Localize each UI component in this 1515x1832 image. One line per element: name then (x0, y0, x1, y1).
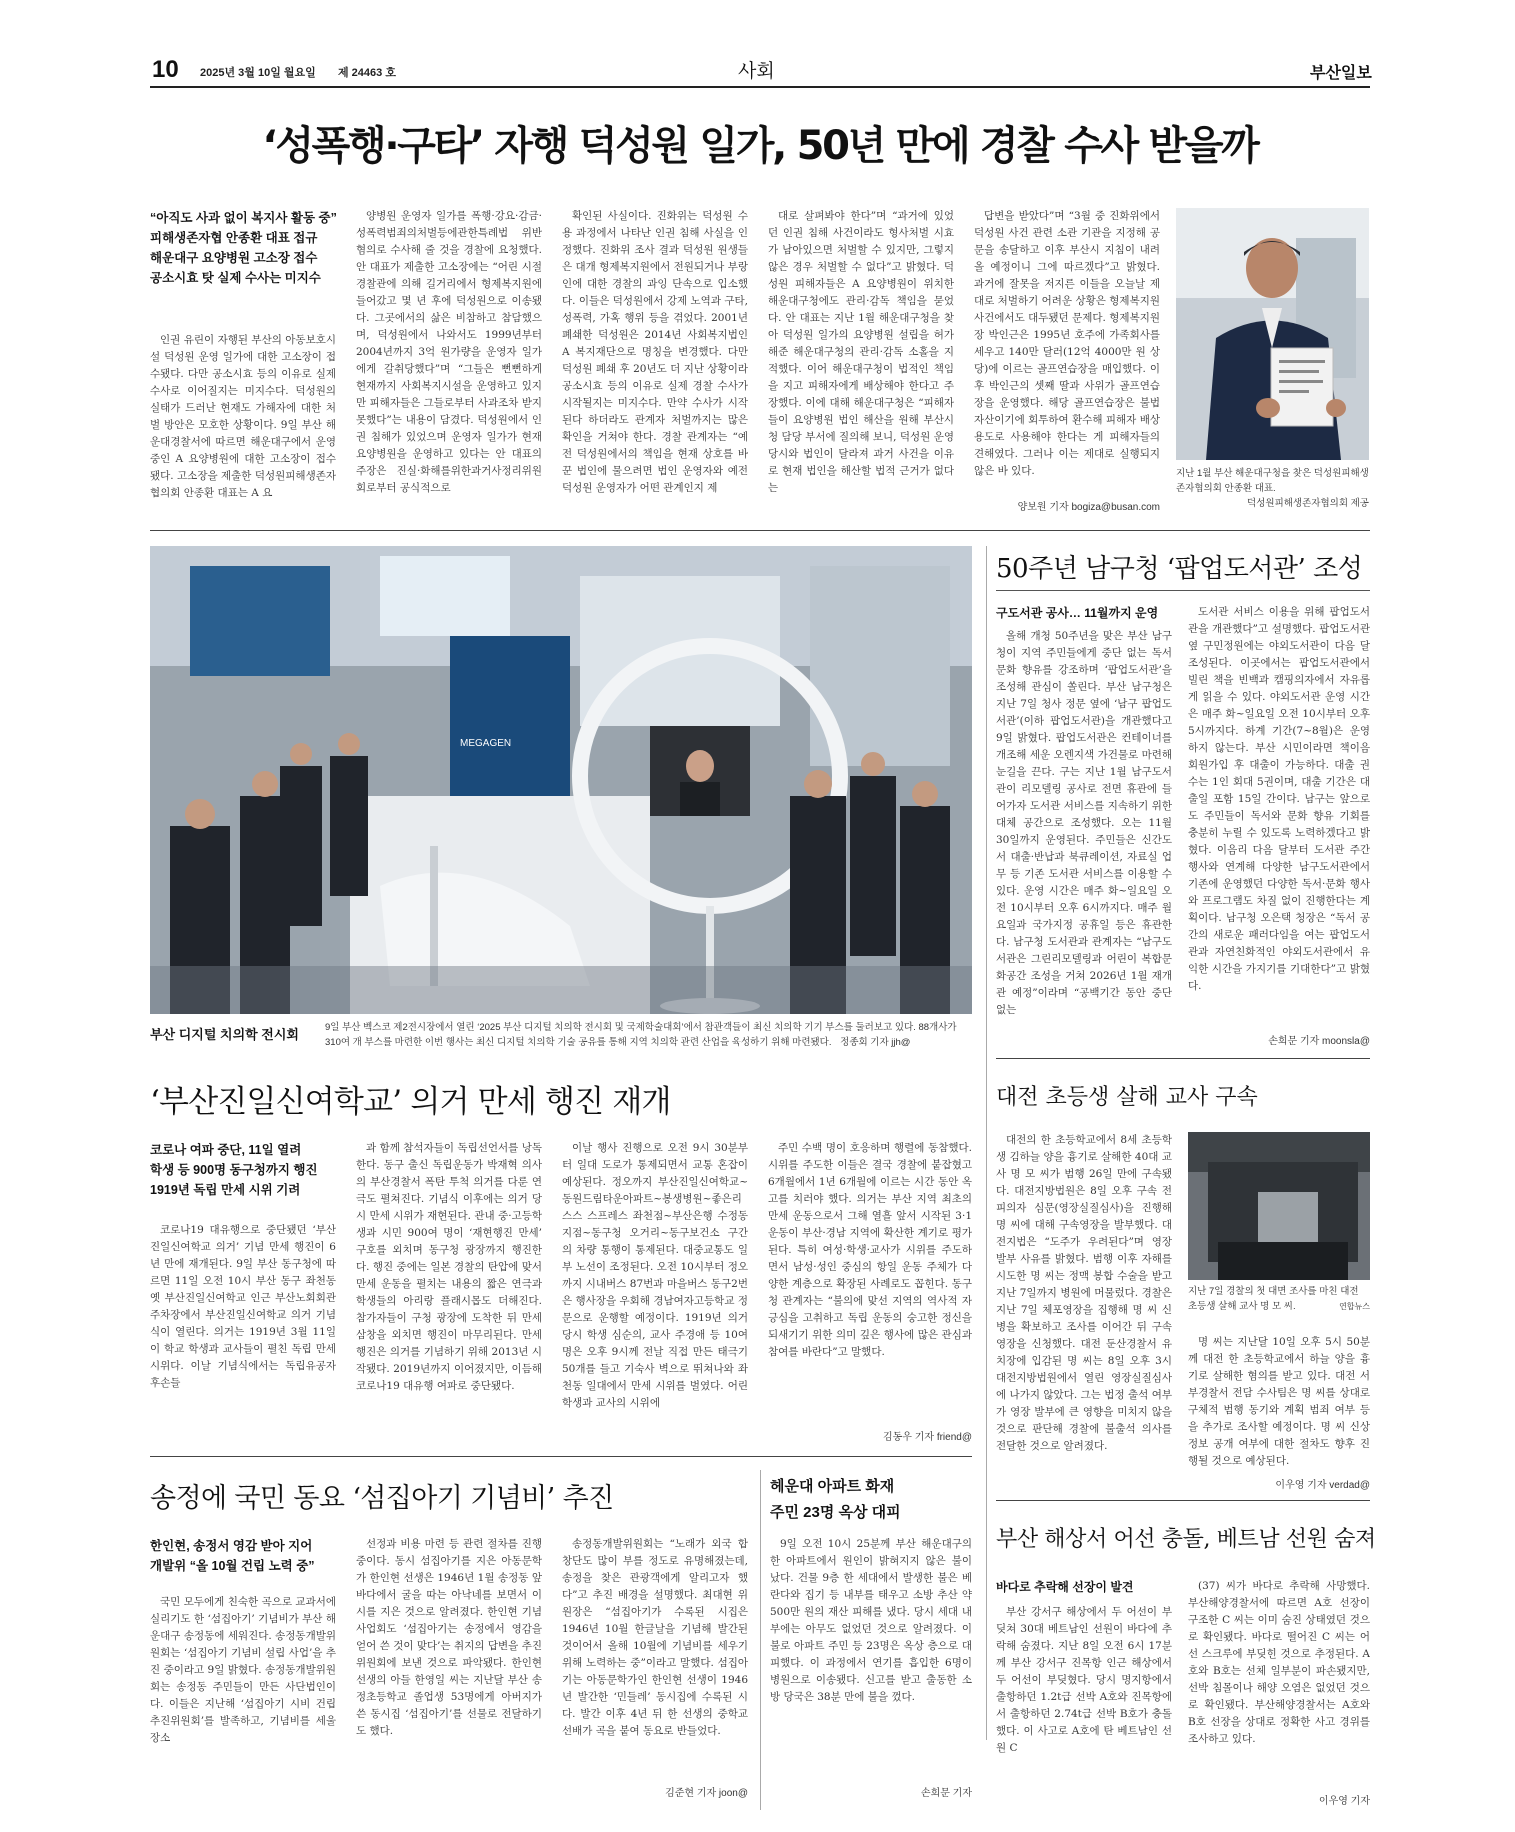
a7-headline: 부산 해상서 어선 충돌, 베트남 선원 숨져 (996, 1527, 1376, 1552)
main-photo-caption: 9일 부산 벡스코 제2전시장에서 열린 ‘2025 부산 디지털 치의학 전시회 및 국제학술대회’에서 참관객들이 최신 치의학 기기 부스를 둘러보고 있다. 88개사가 310여 개 부스를 마련한 이번 행사는 최신 디지털 치의학 기술 공유를 통해 지역 치의학 관련 산업을 육성하기 위해 마련됐다. 정종회 기자 jjh@ (325, 1022, 957, 1048)
a2-rule (996, 590, 1370, 591)
a2-headline: 50주년 남구청 ‘팝업도서관’ 조성 (996, 554, 1363, 584)
a5-col-1: 국민 모두에게 친숙한 곡으로 교과서에 실리기도 한 ‘섬집아기’ 기념비가 부산 해운대구 송정동에 세워진다. 송정동개발위원회는 ‘섬집아기 기념비 설립 사업’을 추진 중이라고 9일 밝혔다. 송정동개발위원회는 송정동 주민들이 만든 사단법인이다. 이들은 지난해 ‘섬집아기 시비 건립 추진위원회’를 발족하고, 기념비를 세울 장소 (150, 1596, 336, 1744)
divider-a7-top (996, 1500, 1370, 1501)
divider-a5-top (150, 1456, 972, 1457)
main-photo (150, 546, 972, 1014)
a1-subheads: “아직도 사과 없이 복지사 활동 중” 피해생존자협 안종환 대표 접규 해운대구 요양병원 고소장 접수 공소시효 탓 실제 수사는 미지수 (150, 211, 337, 285)
a7-col-1: 부산 강서구 해상에서 두 어선이 부딪쳐 30대 베트남인 선원이 바다에 추락해 숨졌다. 지난 8일 오전 6시 17분께 부산 강서구 진목항 인근 해상에서 두 어선이 부딪혔다. 당시 명지항에서 출항하던 1.2t급 선박 A호와 진목항에서 출항하던 2.74t급 선박 B호가 충돌했다. 이 사고로 A호에 탄 베트남인 선원 C (996, 1606, 1172, 1754)
divider-a6 (760, 1470, 761, 1810)
a6-body: 9일 오전 10시 25분께 부산 해운대구의 한 아파트에서 원인이 밝혀지지 않은 불이 났다. 건물 9층 한 세대에서 발생한 불은 베란다와 집기 등 내부를 태우고 소방 추산 약 500만 원의 재산 피해를 냈다. 당시 세대 내부에는 아무도 없었던 것으로 알려졌다. 이 불로 아파트 주민 등 23명은 옥상 층으로 대피했다. 이 과정에서 연기를 흡입한 6명이 병원으로 이송됐다. 신고를 받고 출동한 소방 당국은 38분 만에 불을 껐다. (770, 1538, 972, 1703)
a1-photo-caption: 지난 1월 부산 해운대구청을 찾은 덕성원피해생존자협의회 안종환 대표. 덕성원피해생존자협의회 제공 (1176, 468, 1369, 509)
divider-top (150, 530, 1370, 531)
sign-text: MEGAGEN (460, 738, 512, 749)
a2-col-1: 올해 개청 50주년을 맞은 부산 남구청이 지역 주민들에게 중단 없는 독서 문화 향유를 강조하며 ‘팝업도서관’을 조성해 관심이 쏠린다. 부산 남구청은 지난 7일 청사 정문 옆에 ‘남구 팝업도서관’(이하 팝업도서관)을 개관했다고 9일 밝혔다. 팝업도서관은 컨테이너를 개조해 세운 오렌지색 가건물로 마련해 눈길을 끈다. 구는 지난 1월 남구도서관이 리모델링 공사로 전면 휴관에 들어가자 도서관 서비스를 지속하기 위한 대체 공간으로 조성했다. 오는 11월 30일까지 운영된다. 주민들은 신간도서 대출·반납과 북큐레이션, 자료실 업무 등 기존 도서관 서비스를 이용할 수 있다. 운영 시간은 매주 화~일요일 오전 10시부터 오후 6시까지다. 매주 월요일과 국가지정 공휴일 등은 휴관한다. 남구청 도서관과 관계자는 “남구도서관은 그린리모델링과 어린이 복합문화공간 조성을 거쳐 2026년 1월 재개관 예정”이라며 “공백기간 동안 중단 없는 (996, 630, 1172, 1016)
a4-col-2: 명 씨는 지난달 10일 오후 5시 50분께 대전 한 초등학교에서 하늘 양을 흉기로 살해한 혐의를 받고 있다. 대전 서부경찰서 전담 수사팀은 명 씨를 상대로 구체적 범행 동기와 계획 범죄 여부 등을 추가로 조사할 예정이다. 명 씨 신상 정보 공개 여부에 대한 절차도 향후 진행될 것으로 예상된다. (1188, 1336, 1370, 1467)
a6-headline: 헤운대 아파트 화재 주민 23명 옥상 대피 (770, 1478, 901, 1521)
masthead-rule (150, 86, 1370, 88)
a1-col-2: 양병원 운영자 일가를 폭행·강요·감금·성폭력범죄의처벌등에관한특례법 위반 혐의로 수사해 줄 것을 경찰에 요청했다. 안 대표가 제출한 고소장에는 “어린 시절 경찰관에 의해 길거리에서 형제복지원에 들어갔고 몇 년 후에 덕성원으로 이송됐다. 그곳에서의 삶은 비참하고 참담했으며, 덕성원에서 나와서도 1999년부터 2004년까지 3억 원가량을 운영자 일가에게 갈취당했다”며 “그들은 뻔뻔하게 현재까지 사회복지시설을 운영하고 있지만 피해자들은 그들로부터 사과조차 받지 못했다”는 내용이 담겼다. 덕성원에서 인권 침해가 있었으며 운영자 일가가 현재 요양병원을 운영하고 있다는 안 대표의 주장은 진실·화해를위한과거사정리위원회로부터 공식적으로 (356, 210, 542, 494)
a1-col-4: 대로 살펴봐야 한다”며 “과거에 있었던 인권 침해 사건이라도 형사처벌 시효가 남아있으면 처벌할 수 있지만, 그렇지 않은 경우 처벌할 수 없다”고 밝혔다. 덕성원 피해자들은 A 요양병원이 위치한 해운대구청에도 관리·감독 책임을 묻었다. 안 대표는 지난 1월 해운대구청을 찾아 덕성원 일가의 요양병원 설립을 허가해준 해운대구청의 관리·감독 소홀을 지적했다. 이어 해운대구청이 법적인 책임을 지고 피해자에게 배상해야 한다고 주장했다. 이에 대해 해운대구청은 “피해자들이 요양병원 법인 해산을 원해 부산시청 담당 부서에 질의해 보니, 덕성원 운영 당시와 법인이 달라져 과거 사건을 이유로 현재 법인을 해산할 법적 근거가 없다는 (768, 210, 954, 494)
a4-byline: 이우영 기자 verdad@ (1275, 1480, 1370, 1491)
a3-col-1: 코로나19 대유행으로 중단됐던 ‘부산진일신여학교 의거’ 기념 만세 행진이 6년 만에 재개된다. 9일 부산 동구청에 따르면 11일 오전 10시 부산 동구 좌천동 옛 부산진일신여학교 인근 부산노회회관 주차장에서 부산진일신여학교 의거 기념식이 열린다. 의거는 1919년 3월 11일 이 학교 학생과 교사들이 펼친 독립 만세 시위다. 이날 기념식에서는 독립유공자 후손들 (150, 1224, 336, 1389)
a3-col-4: 주민 수백 명이 호응하며 행렬에 동참했다. 시위를 주도한 이들은 결국 경찰에 붙잡혔고 6개월에서 1년 6개월에 이르는 시간 동안 옥고를 치러야 했다. 의거는 부산 지역 최초의 만세 운동으로서 그해 열흘 앞서 시작된 3·1운동이 부산·경남 지역에 확산한 계기로 평가된다. 특히 여성·학생·교사가 시위를 주도하면서 남성·성인 중심의 항일 운동 주체가 다양한 계층으로 확장된 사례로도 꼽힌다. 동구청 관계자는 “불의에 맞선 지역의 역사적 자긍심을 고취하고 독립 운동의 숭고한 정신을 되새기기 위한 의미 깊은 행사에 많은 관심과 참여를 바란다”고 말했다. (768, 1142, 972, 1358)
a1-col-3: 확인된 사실이다. 진화위는 덕성원 수용 과정에서 나타난 인권 침해 사실을 인정했다. 진화위 조사 결과 덕성원 원생들은 대개 형제복지원에서 전원되거나 부랑인에 대한 경찰의 과잉 단속으로 입소했다. 이들은 덕성원에서 강제 노역과 구타, 성폭력, 가혹 행위 등을 겪었다. 2001년 폐쇄한 덕성원은 2014년 사회복지법인 A 복지재단으로 명칭을 변경했다. 다만 덕성원 폐쇄 후 20년도 더 지난 상황이라 공소시효 등의 이유로 실제 경찰 수사가 시작될지는 미지수다. 만약 수사가 시작된다 하더라도 관계자 처벌까지는 많은 확인을 거쳐야 한다. 경찰 관계자는 “예전 덕성원에서의 책임을 현재 상호를 바꾼 법인에 물으려면 법인 운영자와 예전 덕성원 운영자가 어떤 관계인지 제 (562, 210, 748, 494)
a7-byline: 이우영 기자 (1318, 1796, 1370, 1807)
a5-byline: 김준현 기자 joon@ (665, 1788, 748, 1799)
page-number: 10 (152, 56, 179, 83)
a7-subhead: 바다로 추락해 선장이 발견 (996, 1580, 1134, 1594)
man-with-document-photo (1176, 208, 1369, 460)
a2-col-2: 도서관 서비스 이용을 위해 팝업도서관을 개관했다”고 설명했다. 팝업도서관 옆 구민정원에는 야외도서관이 다음 달 조성된다. 이곳에서는 팝업도서관에서 빌린 책을 빈백과 캠핑의자에서 자유롭게 읽을 수 있다. 야외도서관 운영 시간은 매주 화~일요일 오전 10시부터 오후 5시까지다. 하계 기간(7~8월)은 운영하지 않는다. 부산 시민이라면 책이음 회원가입 후 대출이 가능하다. 대출 권수는 1인 회대 5권이며, 대출 기간은 대출일 포함 15일 간이다. 남구는 앞으로도 주민들이 독서와 문화 향유 기회를 충분히 누릴 수 있도록 노력하겠다고 밝혔다. 이음리 다음 달부터 도서관 주간 행사와 연계해 다양한 남구도서관에서 기존에 운영했던 다양한 독서·문화 행사와 프로그램도 차질 없이 진행한다는 계획이다. 남구청 오은택 청장은 “독서 공간의 새로운 패러다임을 여는 팝업도서관과 자연친화적인 야외도서관에서 유익한 시간을 가지기를 기대한다”고 밝혔다. (1188, 606, 1370, 992)
a4-headline: 대전 초등생 살해 교사 구속 (996, 1085, 1258, 1110)
a1-col-5: 답변을 받았다”며 “3월 중 진화위에서 덕성원 사건 관련 소관 기관을 지정해 공문을 송달하고 이후 부산시 지침이 내려올 예정이니 그에 따르겠다”고 밝혔다. 과거에 잘못을 저지른 이들을 오늘날 제대로 처벌하기 어려운 상황은 형제복지원 사건에서도 대두됐던 문제다. 형제복지원장 박인근은 1995년 호주에 가족회사를 세우고 140만 달러(12억 4000만 원 상당)에 이르는 골프연습장을 매입했다. 이후 박인근의 셋째 딸과 사위가 골프연습장을 운영했다. 해당 골프연습장은 불법 자산이기에 회투하여 환수해 피해자 배상 용도로 사용해야 한다는 게 피해자들의 견해였다. 그러나 이는 제대로 실행되지 않은 바 있다. (974, 210, 1160, 477)
issue-number: 제 24463 호 (338, 67, 396, 79)
a1-photo (1176, 208, 1369, 460)
paper-name: 부산일보 (1310, 65, 1372, 82)
a3-headline: ‘부산진일신여학교’ 의거 만세 행진 재개 (150, 1084, 671, 1120)
a2-subhead: 구도서관 공사… 11월까지 운영 (996, 606, 1159, 620)
a5-headline: 송정에 국민 동요 ‘섬집아기 기념비’ 추진 (150, 1483, 614, 1514)
a2-byline: 손희문 기자 moonsla@ (1268, 1036, 1370, 1047)
divider-right-col (986, 546, 987, 1740)
a1-col-1: 인권 유린이 자행된 부산의 아동보호시설 덕성원 운영 일가에 대한 고소장이 접수됐다. 다만 공소시효 등의 이유로 실제 수사로 이어질지는 미지수다. 덕성원의 실태가 드러난 현재도 가해자에 대한 처벌 방안은 모호한 상황이다. 9일 부산 해운대경찰서에 따르면 해운대구에서 운영 중인 A 요양병원에 대한 고소장이 접수됐다. 고소장을 제출한 덕성원피해생존자협의회 안종환 대표는 A 요 (150, 334, 336, 499)
a4-photo (1188, 1132, 1370, 1280)
a4-photo-caption: 지난 7일 경찰의 첫 대면 조사를 마친 대전 초등생 살해 교사 명 모 씨. 연합뉴스 (1188, 1286, 1370, 1312)
main-photo-label: 부산 디지털 치의학 전시회 (150, 1027, 299, 1042)
suspect-car-photo (1188, 1132, 1370, 1280)
a3-byline: 김동우 기자 friend@ (882, 1432, 972, 1443)
dental-expo-photo (150, 546, 972, 1014)
a1-headline: ‘성폭행·구타’ 자행 덕성원 일가, 50년 만에 경찰 수사 받을까 (262, 123, 1258, 169)
a5-col-2: 선정과 비용 마련 등 관련 절차를 진행 중이다. 동시 섬집아기를 지은 아동문학가 한인현 선생은 1946년 1월 송정동 앞바다에서 굴을 따는 아낙네를 보면서 이 시를 지은 것으로 알려졌다. 한인현 기념사업회도 ‘섬집아기는 송정에서 영감을 얻어 쓴 것이 맞다’는 취지의 답변을 추진위원회에 보낸 것으로 파악됐다. 한인현 선생의 아들 한영일 씨는 지난달 부산 송정초등학교 졸업생 53명에게 아버지가 쓴 동시집 ‘섬집아기’를 선물로 전달하기도 했다. (356, 1538, 542, 1737)
a3-subheads: 코로나 여파 중단, 11일 열려 학생 등 900명 동구청까지 행진 1919년 독립 만세 시위 기려 (150, 1143, 318, 1197)
a6-byline: 손희문 기자 (920, 1788, 972, 1799)
a3-col-3: 이날 행사 진행으로 오전 9시 30분부터 일대 도로가 통제되면서 교통 혼잡이 예상된다. 정오까지 부산진일신여학교~동원드림타운아파트~봉생병원~좋은리스스 스프레스 좌천점~부산은행 수정동지점~동구청 오거리~동구보건소 구간의 차량 통행이 통제된다. 대중교통도 일부 노선이 조정된다. 오전 10시부터 정오까지 시내버스 87번과 마을버스 동구2번은 행사장을 우회해 경남여자고등학교 정문으로 운행할 예정이다. 1919년 의거 당시 학생 심순의, 교사 주경애 등 10여 명은 오후 9시께 전날 직접 만든 태극기 50개를 들고 기숙사 벽으로 뛰쳐나와 좌천동 일대에서 만세 시위를 벌였다. 어린 학생과 교사의 시위에 (562, 1142, 748, 1409)
a5-col-3: 송정동개발위원회는 “노래가 외국 합창단도 많이 부를 정도로 유명해졌는데, 송정을 찾은 관광객에게 알리고자 했다”고 추진 배경을 설명했다. 최대현 위원장은 “섬집아기가 수록된 시집은 1946년 10월 한글날을 기념해 발간된 것이어서 올해 10월에 기념비를 세우기 위해 노력하는 중”이라고 말했다. 섬집아기는 아동문학가인 한인현 선생이 1946년 발간한 ‘민들레’ 동시집에 수록된 시다. 발간 이후 4년 뒤 한 선생의 중학교 선배가 곡을 붙여 동요로 반들었다. (562, 1538, 748, 1737)
divider-a4-top (996, 1058, 1370, 1059)
a5-subheads: 한인현, 송정서 영감 받아 지어 개발위 “올 10월 건립 노력 중” (150, 1539, 315, 1573)
a3-col-2: 과 함께 참석자들이 독립선언서를 낭독한다. 동구 출신 독립운동가 박재혁 의사의 부산경찰서 폭탄 투척 의거를 다룬 연극도 펼쳐진다. 기념식 이후에는 의거 당시 만세 시위가 재현된다. 관내 중·고등학생과 시민 900여 명이 ‘재현행진 만세’ 구호를 외치며 동구청 광장까지 행진한다. 행진 중에는 일본 경찰의 탄압에 맞서 만세 운동을 펼치는 내용의 짧은 연극과 학생들의 아리랑 플래시몹도 더해진다. 참가자들이 구청 광장에 도착한 뒤 만세 삼창을 외치면 행진이 마무리된다. 만세 행진은 의거를 기념하기 위해 2013년 시작됐다. 2019년까지 이어졌지만, 이듬해 코로나19 대유행 여파로 중단됐다. (356, 1142, 542, 1392)
section-name: 사회 (738, 61, 775, 82)
a1-byline: 양보원 기자 bogiza@busan.com (1017, 502, 1160, 513)
issue-date: 2025년 3월 10일 월요일 (200, 67, 316, 79)
a7-col-2: (37) 씨가 바다로 추락해 사망했다. 부산해양경찰서에 따르면 A호 선장이 구조한 C 씨는 이미 숨진 상태였던 것으로 확인됐다. 바다로 떨어진 C 씨는 어선 스크루에 부딪힌 것으로 추정된다. A호와 B호는 선체 일부분이 파손됐지만, 선박 침몰이나 해양 오염은 없었던 것으로 확인됐다. 부산해양경찰서는 A호와 B호 선장을 상대로 정확한 사고 경위를 조사하고 있다. (1188, 1580, 1370, 1745)
a4-col-1: 대전의 한 초등학교에서 8세 초등학생 김하늘 양을 흉기로 살해한 40대 교사 명 모 씨가 범행 26일 만에 구속됐다. 대전지방법원은 8일 오후 구속 전 피의자 심문(영장실질심사)을 진행해 명 씨에 대해 구속영장을 발부했다. 대전지법은 “도주가 우려된다”며 영장 발부 사유를 밝혔다. 범행 이후 자해를 시도한 명 씨는 정맥 봉합 수술을 받고 지난 7일까지 병원에 머물렀다. 경찰은 지난 7일 체포영장을 집행해 명 씨 신병을 확보하고 조사를 이어간 뒤 구속영장을 신청했다. 대전 둔산경찰서 유치장에 입감된 명 씨는 8일 오후 3시 대전지방법원에서 열린 영장실질심사에 나가지 않았다. 그는 법정 출석 여부가 영장 발부에 큰 영향을 미치지 않을 것으로 판단해 경찰에 불출석 의사를 전달한 것으로 알려졌다. (996, 1134, 1172, 1452)
